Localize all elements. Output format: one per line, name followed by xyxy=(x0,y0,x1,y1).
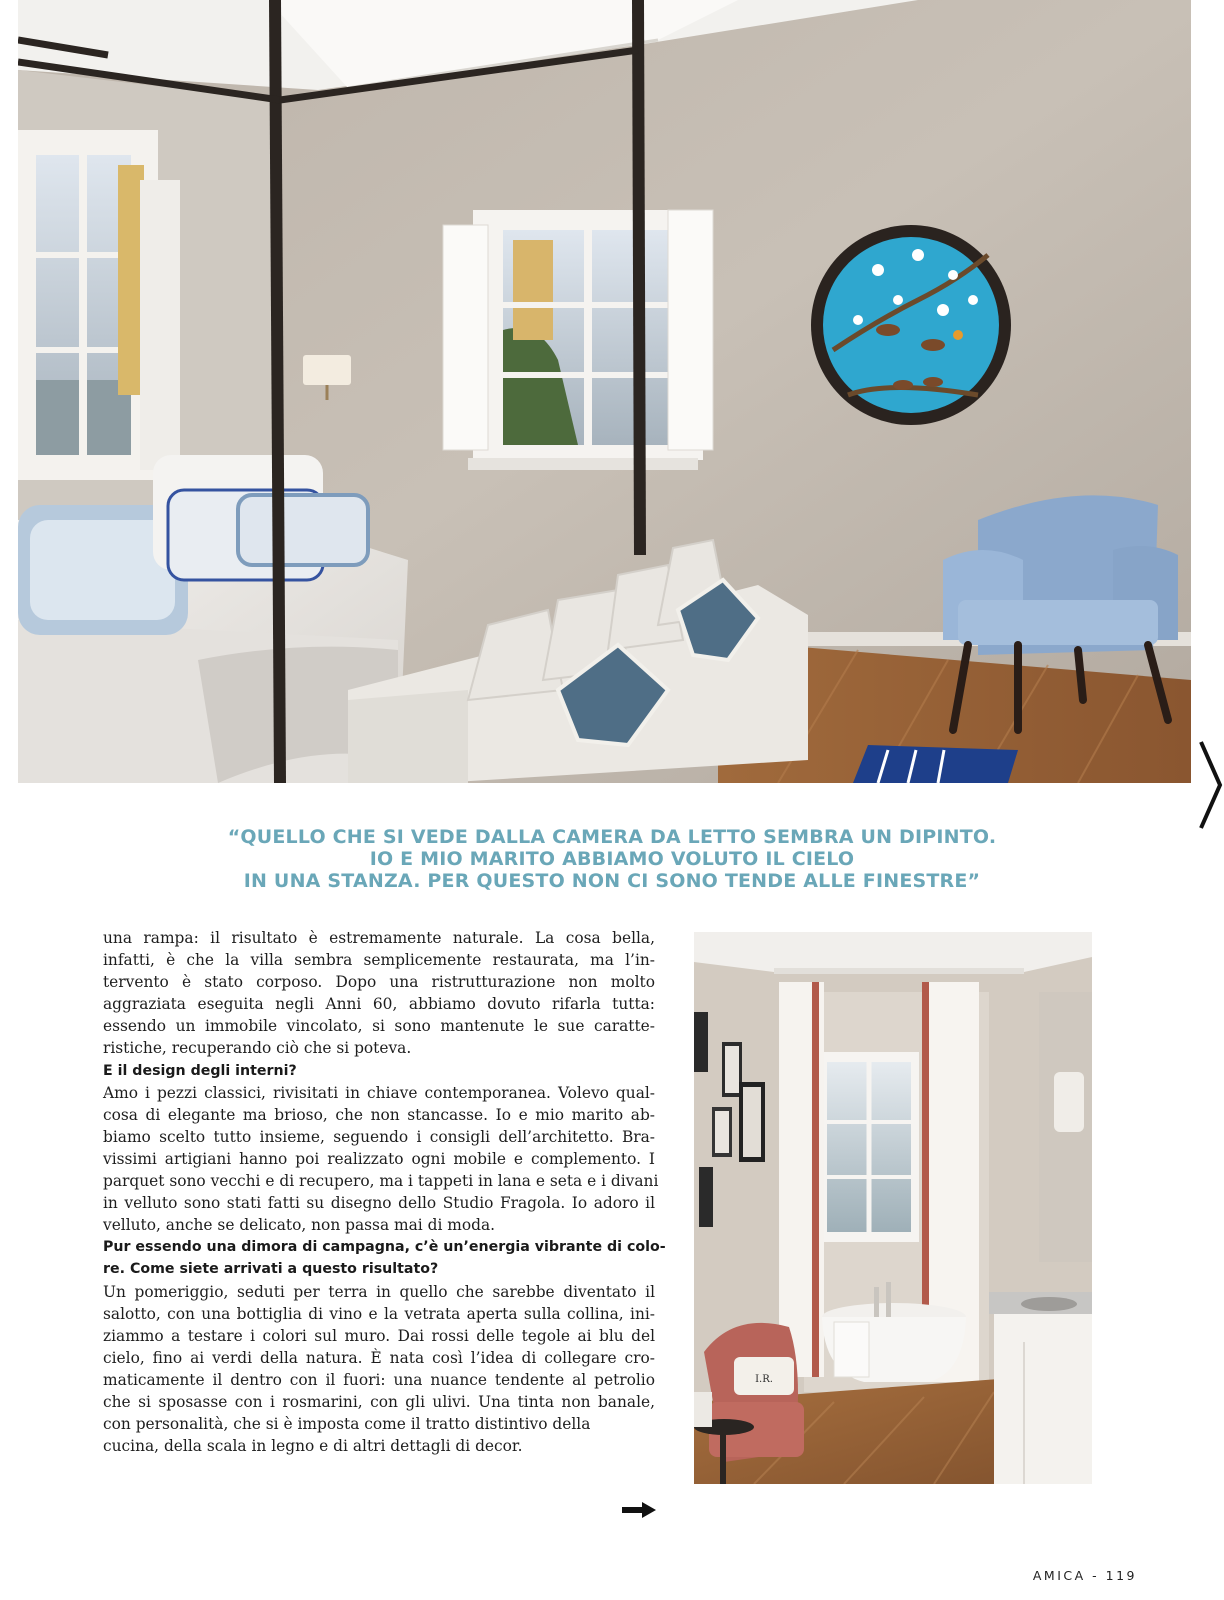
text-line: aggraziata eseguita negli Anni 60, abbiamo dovuto rifarla tutta: xyxy=(103,995,655,1014)
text-line: salotto, con una bottiglia di vino e la vetrata aperta sulla collina, ini- xyxy=(103,1304,655,1323)
pull-quote-line: IN UNA STANZA. PER QUESTO NON CI SONO TENDE ALLE FINESTRE” xyxy=(243,870,981,892)
chevron-right-icon[interactable] xyxy=(1198,740,1224,830)
text-line: ziammo a testare i colori sul muro. Dai rossi delle tegole ai blu del xyxy=(103,1326,655,1345)
text-line: vissimi artigiani hanno poi realizzato ogni mobile e complemento. I xyxy=(103,1149,655,1168)
text-line: maticamente il dentro con il fuori: una nuance tendente al petrolio xyxy=(103,1370,655,1389)
bathroom-photo xyxy=(694,932,1092,1484)
interview-question: re. Come siete arrivati a questo risultato? xyxy=(103,1261,439,1278)
text-line: una rampa: il risultato è estremamente naturale. La cosa bella, xyxy=(103,929,655,947)
text-line: che si sposasse con i rosmarini, con gli ulivi. Una tinta non banale, xyxy=(103,1392,655,1411)
text-line: cosa di elegante ma brioso, che non stancasse. Io e mio marito ab- xyxy=(103,1105,655,1124)
interview-question: E il design degli interni? xyxy=(103,1062,297,1079)
text-line: in velluto sono stati fatti su disegno dello Studio Fragola. Io adoro il xyxy=(103,1194,655,1213)
pillow-monogram: I.R. xyxy=(755,1374,773,1385)
text-line: cucina, della scala in legno e di altri dettagli di decor. xyxy=(103,1437,523,1456)
text-line: con personalità, che si è imposta come il tratto distintivo della xyxy=(103,1415,591,1434)
text-line: infatti, è che la villa sembra semplicemente restaurata, ma l’in- xyxy=(103,951,655,970)
pull-quote xyxy=(160,826,1064,892)
arrow-right-icon xyxy=(622,1502,656,1518)
text-line: velluto, anche se delicato, non passa mai di moda. xyxy=(103,1216,496,1235)
text-line: parquet sono vecchi e di recupero, ma i tappeti in lana e seta e i divani xyxy=(103,1172,659,1191)
text-line: cielo, fino ai verdi della natura. È nata così l’idea di collegare cro- xyxy=(103,1348,655,1367)
page-folio: AMICA - 119 xyxy=(1032,1568,1137,1583)
text-line: essendo un immobile vincolato, si sono mantenute le sue caratte- xyxy=(103,1017,655,1036)
text-line: ristiche, recuperando ciò che si poteva. xyxy=(103,1039,412,1058)
text-line: Un pomeriggio, seduti per terra in quello che sarebbe diventato il xyxy=(103,1282,655,1301)
text-line: biamo scelto tutto insieme, seguendo i consigli dell’architetto. Bra- xyxy=(103,1127,655,1146)
pull-quote-line: IO E MIO MARITO ABBIAMO VOLUTO IL CIELO xyxy=(369,848,855,870)
text-line: Amo i pezzi classici, rivisitati in chiave contemporanea. Volevo qual- xyxy=(103,1083,655,1102)
bedroom-photo xyxy=(18,0,1191,783)
pull-quote-line: “QUELLO CHE SI VEDE DALLA CAMERA DA LETTO SEMBRA UN DIPINTO. xyxy=(227,826,997,848)
text-line: tervento è stato corposo. Dopo una ristrutturazione non molto xyxy=(103,973,655,992)
article-body xyxy=(103,927,666,1457)
interview-question: Pur essendo una dimora di campagna, c’è un’energia vibrante di colo- xyxy=(103,1239,666,1256)
